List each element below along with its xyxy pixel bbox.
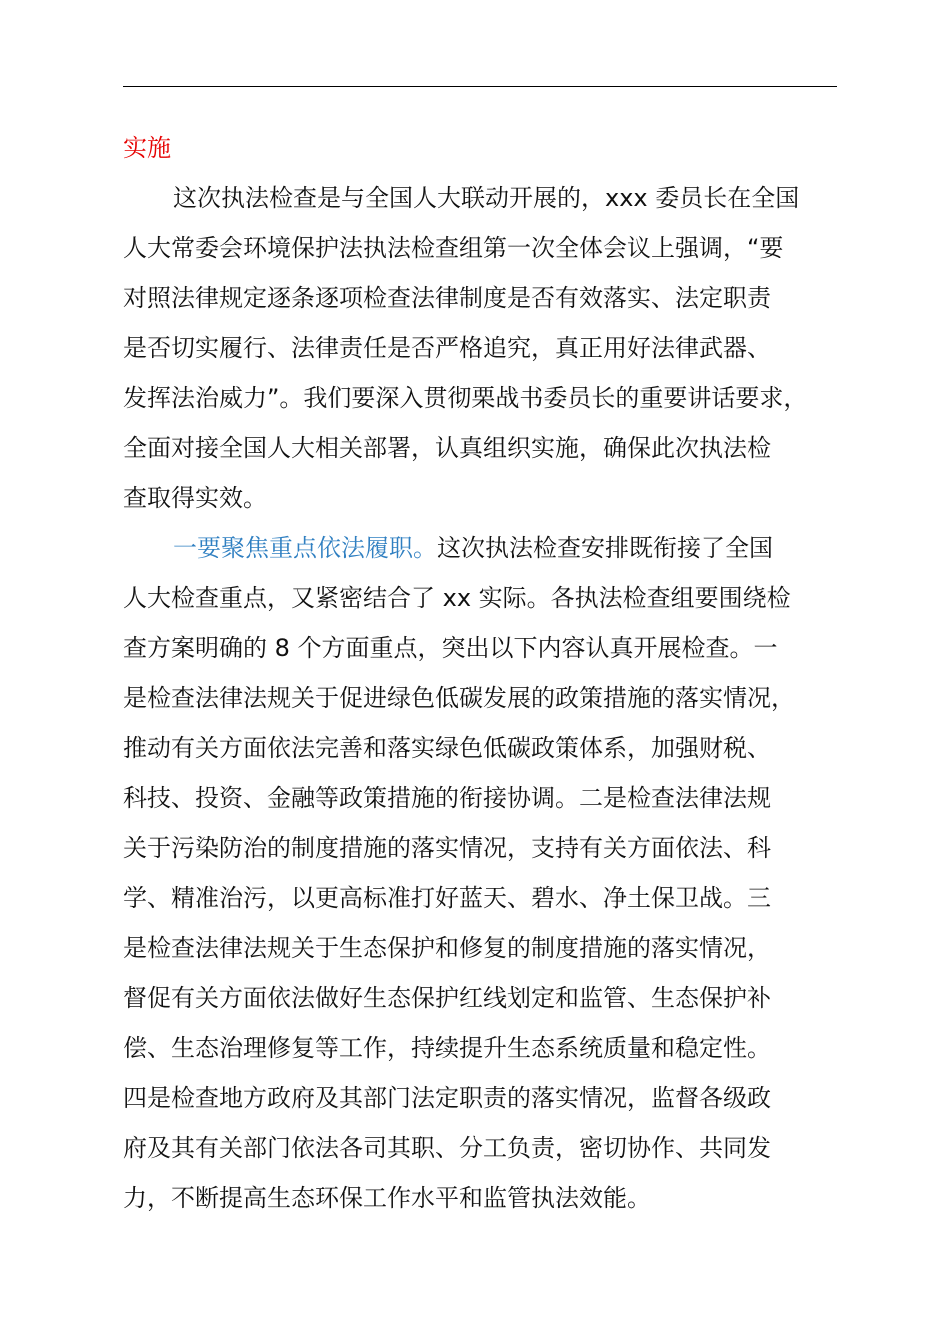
- paragraph-line: 推动有关方面依法完善和落实绿色低碳政策体系，加强财税、: [123, 734, 771, 762]
- paragraph-line: 这次执法检查是与全国人大联动开展的，xxx 委员长在全国: [173, 184, 800, 212]
- paragraph-line: 关于污染防治的制度措施的落实情况，支持有关方面依法、科: [123, 834, 771, 862]
- paragraph-lead-phrase: 一要聚焦重点依法履职。: [173, 534, 437, 562]
- paragraph-line: 查取得实效。: [123, 484, 267, 512]
- paragraph-line: 对照法律规定逐条逐项检查法律制度是否有效落实、法定职责: [123, 284, 771, 312]
- paragraph-1: [123, 173, 837, 523]
- paragraph-line: 偿、生态治理修复等工作，持续提升生态系统质量和稳定性。: [123, 1034, 771, 1062]
- paragraph-line: 府及其有关部门依法各司其职、分工负责，密切协作、共同发: [123, 1134, 771, 1162]
- paragraph-line: 发挥法治威力”。我们要深入贯彻栗战书委员长的重要讲话要求，: [123, 384, 808, 412]
- paragraph-line: 科技、投资、金融等政策措施的衔接协调。二是检查法律法规: [123, 784, 771, 812]
- paragraph-line: 是否切实履行、法律责任是否严格追究，真正用好法律武器、: [123, 334, 771, 362]
- paragraph-line-rest: 这次执法检查安排既衔接了全国: [437, 534, 773, 562]
- paragraph-line: 力，不断提高生态环保工作水平和监管执法效能。: [123, 1184, 651, 1212]
- paragraph-line: 学、精准治污，以更高标准打好蓝天、碧水、净土保卫战。三: [123, 884, 771, 912]
- paragraph-line: 四是检查地方政府及其部门法定职责的落实情况，监督各级政: [123, 1084, 771, 1112]
- paragraph-line: 查方案明确的 8 个方面重点，突出以下内容认真开展检查。一: [123, 634, 778, 662]
- paragraph-line: 是检查法律法规关于生态保护和修复的制度措施的落实情况，: [123, 934, 771, 962]
- paragraph-first-line: [123, 523, 837, 573]
- paragraph-line: 人大常委会环境保护法执法检查组第一次全体会议上强调，“要: [123, 234, 784, 262]
- document-body: [123, 123, 837, 1223]
- paragraph-line: 是检查法律法规关于促进绿色低碳发展的政策措施的落实情况，: [123, 684, 795, 712]
- paragraph-line: 督促有关方面依法做好生态保护红线划定和监管、生态保护补: [123, 984, 771, 1012]
- section-heading: 实施: [123, 134, 171, 162]
- paragraph-2: [123, 523, 837, 1223]
- header-rule: [123, 86, 837, 87]
- paragraph-line: 全面对接全国人大相关部署，认真组织实施，确保此次执法检: [123, 434, 771, 462]
- paragraph-line: 人大检查重点，又紧密结合了 xx 实际。各执法检查组要围绕检: [123, 584, 791, 612]
